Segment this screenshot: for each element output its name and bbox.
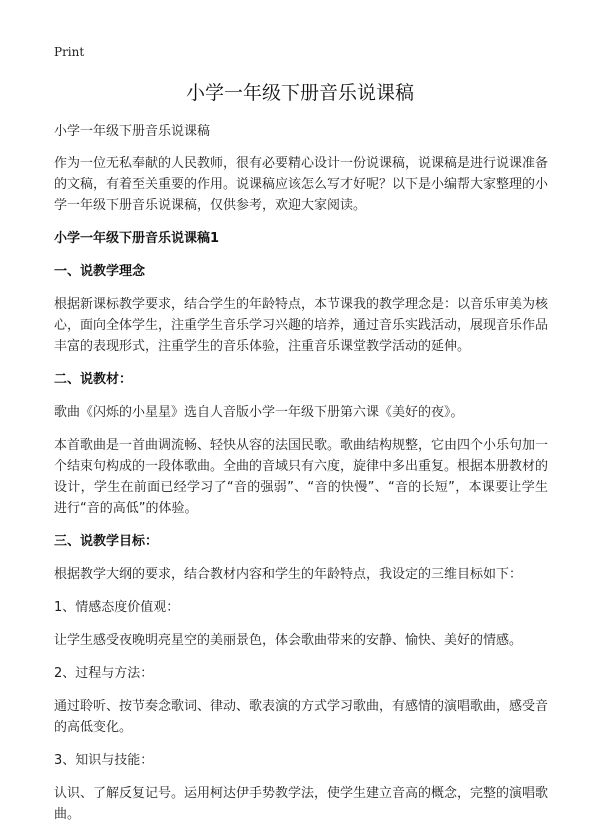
goal-3-text: 认识、了解反复记号。运用柯达伊手势教学法，使学生建立音高的概念，完整的演唱歌曲。 [54,786,549,822]
print-link[interactable]: Print [54,45,85,59]
paragraph-textbook-analysis: 本首歌曲是一首曲调流畅、轻快从容的法国民歌。歌曲结构规整，它由四个小乐句加一个结束句构成的一段体歌曲。全曲的音域只有六度，旋律中多出重复。根据本册教材的设计，学生在前面已经学习了“音的强弱”、“音的快慢”、“音的长短”，本课要让学生进行“音的高低”的体验。 [54,438,549,516]
document-body [54,121,548,825]
section-heading: 小学一年级下册音乐说课稿1 [54,231,220,246]
goal-3-label: 3、知识与技能： [54,753,154,768]
goal-1-label: 1、情感态度价值观： [54,600,180,615]
page-title: 小学一年级下册音乐说课稿 [185,82,414,104]
goal-1-text: 让学生感受夜晚明亮星空的美丽景色，体会歌曲带来的安静、愉快、美好的情感。 [54,633,523,648]
subtitle-paragraph: 小学一年级下册音乐说课稿 [54,124,211,139]
intro-paragraph: 作为一位无私奉献的人民教师，很有必要精心设计一份说课稿，说课稿是进行说课准备的文稿，有着至关重要的作用。说课稿应该怎么写才好呢？以下是小编帮大家整理的小学一年级下册音乐说课稿，仅供参考，欢迎大家阅读。 [54,156,549,213]
heading-teaching-goals: 三、说教学目标： [54,534,159,549]
goal-2-text: 通过聆听、按节奏念歌词、律动、歌表演的方式学习歌曲，有感情的演唱歌曲，感受音的高低变化。 [54,699,549,735]
heading-teaching-philosophy: 一、说教学理念 [54,264,146,279]
heading-textbook: 二、说教材： [54,372,133,387]
paragraph-goals-intro: 根据教学大纲的要求，结合教材内容和学生的年龄特点，我设定的三维目标如下： [54,567,523,582]
paragraph-teaching-philosophy: 根据新课标教学要求，结合学生的年龄特点，本节课我的教学理念是：以音乐审美为核心，面向全体学生，注重学生音乐学习兴趣的培养，通过音乐实践活动，展现音乐作品丰富的表现形式，注重学生的音乐体验，注重音乐课堂教学活动的延伸。 [54,297,549,354]
goal-2-label: 2、过程与方法： [54,666,154,681]
paragraph-textbook-source: 歌曲《闪烁的小星星》选自人音版小学一年级下册第六课《美好的夜》。 [54,405,464,420]
